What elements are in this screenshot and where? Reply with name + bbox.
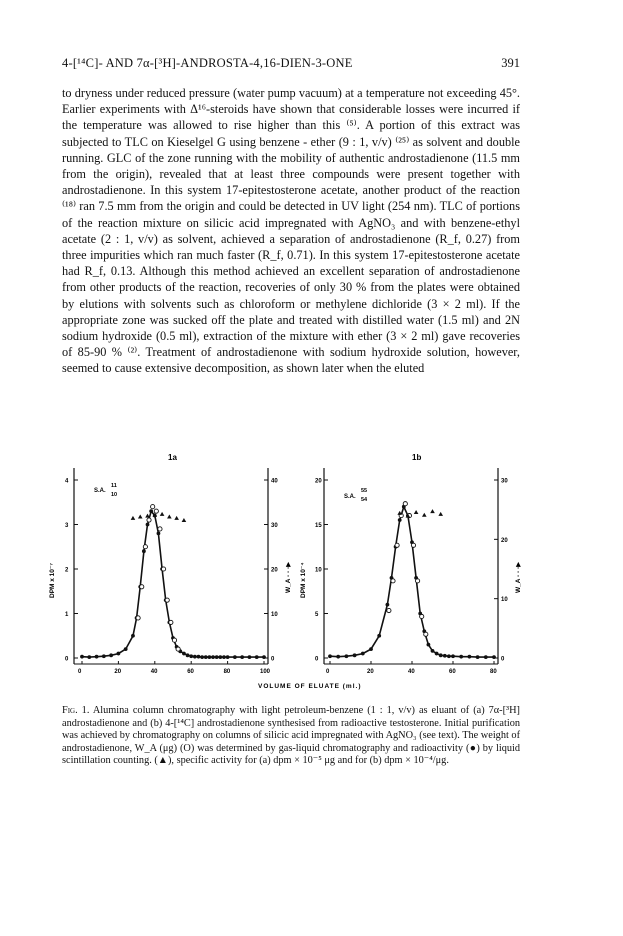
radioactivity-point — [255, 655, 259, 659]
radioactivity-point — [117, 652, 121, 656]
x-tick-label: 20 — [367, 669, 374, 675]
wa-point — [169, 620, 173, 624]
left-tick-label: 3 — [65, 523, 69, 529]
figure-1 — [49, 448, 528, 698]
radioactivity-point — [451, 654, 455, 658]
wa-point — [420, 614, 424, 618]
radioactivity-point — [87, 655, 91, 659]
specific-activity-point — [438, 512, 443, 516]
radioactivity-point — [427, 643, 431, 647]
radioactivity-point — [142, 549, 146, 553]
running-title: 4-[¹⁴C]- AND 7α-[³H]-ANDROSTA-4,16-DIEN-3-ONE — [62, 56, 353, 70]
specific-activity-point — [160, 512, 165, 516]
radioactivity-point — [131, 634, 135, 638]
specific-activity-point — [167, 514, 172, 518]
radioactivity-point — [431, 649, 435, 653]
panel-a-label: 1a — [168, 453, 177, 462]
left-tick-label: 10 — [315, 567, 322, 574]
radioactivity-point — [186, 653, 190, 657]
specific-activity-point — [182, 518, 187, 522]
wa-point — [176, 647, 180, 651]
radioactivity-point — [189, 654, 193, 658]
panel-b-label: 1b — [412, 453, 422, 462]
panel-a-sa-tick-bottom: 10 — [111, 492, 118, 498]
body-paragraph-container — [62, 85, 520, 377]
wa-point — [403, 502, 407, 506]
specific-activity-point — [430, 509, 435, 513]
panel-b-right-ticks — [494, 479, 508, 663]
left-tick-label: 15 — [315, 523, 322, 529]
x-tick-label: 80 — [223, 669, 231, 675]
wa-point — [172, 638, 176, 642]
right-tick-label: 0 — [271, 656, 275, 663]
shared-x-axis-label: VOLUME OF ELUATE (ml.) — [258, 683, 362, 690]
wa-point — [147, 518, 151, 522]
specific-activity-point — [138, 514, 143, 518]
radioactivity-point — [109, 653, 113, 657]
specific-activity-point — [174, 516, 179, 520]
wa-point — [140, 585, 144, 589]
radioactivity-point — [336, 655, 340, 659]
panel-a-marks — [80, 505, 266, 659]
radioactivity-point — [262, 655, 266, 659]
left-tick-label: 0 — [65, 656, 69, 663]
left-tick-label: 20 — [315, 478, 322, 485]
radioactivity-point — [492, 655, 496, 659]
wa-point — [395, 543, 399, 547]
radioactivity-point — [361, 652, 365, 656]
radioactivity-point — [484, 655, 488, 659]
page-number: 391 — [501, 56, 520, 70]
radioactivity-point — [345, 654, 349, 658]
specific-activity-point — [145, 514, 150, 518]
radioactivity-point — [443, 654, 447, 658]
specific-activity-point — [422, 513, 427, 517]
x-tick-label: 40 — [150, 669, 158, 675]
panel-a-x-ticks — [78, 661, 271, 675]
x-tick-label: 80 — [490, 669, 497, 675]
left-tick-label: 5 — [315, 612, 319, 618]
radioactivity-point — [149, 509, 153, 513]
radioactivity-point — [476, 655, 480, 659]
left-tick-label: 1 — [65, 612, 69, 618]
radioactivity-point — [211, 655, 215, 659]
right-tick-label: 30 — [501, 478, 508, 485]
radioactivity-point — [459, 655, 463, 659]
panel-b — [300, 453, 522, 675]
panel-b-left-axis-label: DPM x 10⁻⁴ — [300, 562, 307, 598]
radioactivity-point — [222, 655, 226, 659]
radioactivity-point — [95, 655, 99, 659]
radioactivity-curve — [82, 511, 264, 657]
radioactivity-point — [328, 654, 332, 658]
radioactivity-point — [377, 634, 381, 638]
radioactivity-point — [197, 655, 201, 659]
panel-a-left-ticks — [65, 479, 78, 663]
radioactivity-point — [369, 647, 373, 651]
wa-point — [416, 579, 420, 583]
radioactivity-point — [215, 655, 219, 659]
radioactivity-point — [124, 647, 128, 651]
specific-activity-point — [414, 510, 419, 514]
panel-b-sa-label: S.A. — [344, 494, 356, 500]
radioactivity-point — [193, 655, 197, 659]
right-tick-label: 20 — [271, 567, 278, 574]
figure-1-chart — [49, 448, 528, 698]
left-tick-label: 4 — [65, 478, 69, 485]
left-tick-label: 2 — [65, 567, 69, 574]
radioactivity-point — [248, 655, 252, 659]
panel-b-marks — [328, 502, 496, 659]
x-tick-label: 60 — [187, 669, 194, 675]
caption-text: Alumina column chromatography with light petroleum-benzene (1 : 1, v/v) as eluant of (a) 7α-[³H] androstadienone and (b) 4-[¹⁴C] androstadienone synthesised from radioactive testosterone. Initial purification was achieved by chromatography on columns of silicic acid impregnated with AgNO₃ (see text). The weight of androstadienone, W_A (μg) (O) was determined by gas-liquid chromatography and radioactivity (●) by liquid scintillation counting. (▲), specific activity for (a) dpm × 10⁻⁵ μg and for (b) dpm × 10⁻⁴/μg. — [62, 705, 520, 767]
panel-a-right-ticks — [264, 479, 278, 663]
right-tick-label: 20 — [501, 537, 508, 544]
radioactivity-point — [208, 655, 212, 659]
radioactivity-point — [80, 655, 84, 659]
caption-label: Fig. 1. — [62, 705, 90, 716]
wa-point — [154, 509, 158, 513]
radioactivity-point — [218, 655, 222, 659]
wa-point — [391, 579, 395, 583]
wa-point — [158, 527, 162, 531]
wa-point — [143, 545, 147, 549]
specific-activity-point — [131, 516, 136, 520]
wa-point — [165, 598, 169, 602]
x-tick-label: 100 — [260, 669, 271, 675]
x-tick-label: 0 — [326, 669, 330, 675]
radioactivity-point — [226, 655, 230, 659]
wa-point — [136, 616, 140, 620]
radioactivity-point — [146, 523, 150, 527]
radioactivity-point — [447, 654, 451, 658]
wa-point — [161, 567, 165, 571]
right-tick-label: 10 — [501, 597, 508, 604]
radioactivity-point — [182, 652, 186, 656]
radioactivity-point — [240, 655, 244, 659]
radioactivity-point — [102, 654, 106, 658]
left-tick-label: 0 — [315, 656, 319, 663]
x-tick-label: 40 — [408, 669, 415, 675]
panel-a-left-axis-label: DPM x 10⁻⁷ — [49, 562, 56, 598]
x-tick-label: 20 — [114, 669, 122, 675]
panel-a-sa-tick-top: 11 — [111, 483, 117, 489]
wa-point — [151, 505, 155, 509]
right-tick-label: 30 — [271, 523, 278, 529]
radioactivity-point — [200, 655, 204, 659]
radioactivity-point — [386, 603, 390, 607]
radioactivity-point — [398, 518, 402, 522]
radioactivity-point — [435, 652, 439, 656]
right-tick-label: 40 — [271, 478, 278, 485]
radioactivity-point — [157, 532, 161, 536]
wa-point — [411, 543, 415, 547]
x-tick-label: 60 — [449, 669, 456, 675]
wa-point — [424, 632, 428, 636]
radioactivity-curve — [330, 507, 494, 657]
radioactivity-point — [353, 653, 357, 657]
panel-a-sa-label: S.A. — [94, 488, 106, 494]
panel-a-right-axis-label: W_A - - -▶ — [285, 561, 292, 593]
right-tick-label: 0 — [501, 656, 505, 663]
radioactivity-point — [439, 653, 443, 657]
radioactivity-point — [468, 655, 472, 659]
radioactivity-point — [233, 655, 237, 659]
panel-b-right-axis-label: W_A - - -▶ — [515, 561, 522, 593]
panel-a — [49, 453, 292, 675]
body-paragraph: to dryness under reduced pressure (water pump vacuum) at a temperature not exceeding 45°. Earlier experiments with Δ¹⁶-steroids have shown that considerable losses were incurred if the temperature was allowed to rise higher than this ⁽⁵⁾. A portion of this extract was subjected to TLC on Kieselgel G using benzene - ether (9 : 1, v/v) ⁽²⁵⁾ as solvent and double running. GLC of the zone running with the mobility of authentic androstadienone (11.5 mm from the origin), revealed that at least three compounds were present together with androstadienone. In this system 17-epitestosterone acetate, another product of the reaction ⁽¹⁸⁾ ran 7.5 mm from the origin and could be detected in UV light (254 nm). TLC of portions of the reaction mixture on silicic acid impregnated with AgNO₃ and with benzene-ethyl acetate (2 : 1, v/v) as solvent, achieved a separation of androstadienone (R_f, 0.27) from three impurities which ran much faster (R_f, 0.71). In this system 17-epitestosterone acetate had R_f, 0.13. Although this method achieved an excellent separation of androstadienone from other products of the reaction, recoveries of only 30 % from the plates were obtained by elutions with solvents such as chloroform or methylene dichloride (3 × 2 ml). If the appropriate zone was sucked off the plate and treated with distilled water (1.5 ml) and 2N sodium hydroxide (0.5 ml), extraction of the mixture with ether (3 × 2 ml) gave recoveries of 85-90 % ⁽²⁾. Treatment of androstadienone with sodium hydroxide solution, however, seemed to cause extensive decomposition, as shown later when the eluted — [62, 86, 520, 376]
panel-b-sa-tick-top: 55 — [361, 488, 368, 494]
right-tick-label: 10 — [271, 612, 278, 618]
radioactivity-point — [204, 655, 208, 659]
panel-b-left-ticks — [315, 479, 328, 663]
figure-caption — [62, 705, 520, 768]
wa-point — [387, 608, 391, 612]
x-tick-label: 0 — [78, 669, 82, 675]
panel-b-sa-tick-bottom: 54 — [361, 497, 368, 503]
panel-b-x-ticks — [326, 661, 497, 675]
